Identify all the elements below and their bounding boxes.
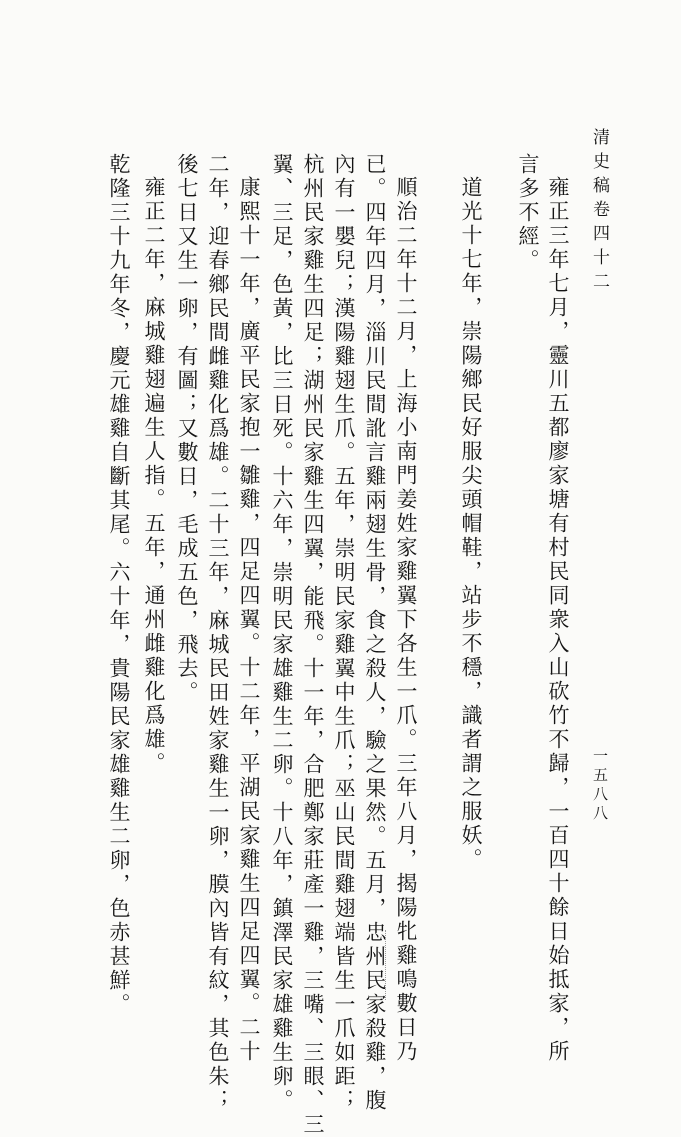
text-column-7: 杭州民家雞生四足；湖州民家雞生四翼，能飛。十一年，合肥鄭家莊產一雞，三嘴、三眼、三 xyxy=(301,153,325,1137)
text-column-6: 內有一嬰兒；漢陽雞翅生爪。五年，崇明民家雞翼中生爪；巫山民間雞翅端皆生一爪如距； xyxy=(332,153,356,1113)
text-column-3: 道光十七年，崇陽鄉民好服尖頭帽鞋，站步不穩，識者謂之服妖。 xyxy=(459,176,483,872)
text-column-8: 翼、三足，色黃，比三日死。十六年，崇明民家雄雞生二卵。十八年，鎮澤民家雄雞生卵。 xyxy=(270,153,294,1113)
text-column-1: 雍正三年七月，靈川五都廖家塘有村民同衆入山砍竹不歸，一百四十餘日始抵家，所 xyxy=(546,176,570,1064)
page-number: 一五八八 xyxy=(591,748,609,824)
page-fold-mark xyxy=(385,930,387,1000)
text-column-10: 二年，迎春鄉民間雌雞化爲雄。二十三年，麻城民田姓家雞生一卵，膜內皆有紋，其色朱； xyxy=(206,153,230,1113)
text-column-5: 已。四年四月，淄川民間訛言雞兩翅生骨，食之殺人，驗之果然。五月，忠州民家殺雞，腹 xyxy=(363,153,387,1113)
text-column-9: 康熙十一年，廣平民家抱一雛雞，四足四翼。十二年，平湖民家雞生四足四翼。二十 xyxy=(237,176,261,1064)
text-column-4: 順治二年十二月，上海小南門姜姓家雞翼下各生一爪。三年八月，揭陽牝雞鳴數日乃 xyxy=(394,176,418,1064)
text-column-11: 後七日又生一卵，有圖；又數日，毛成五色，飛去。 xyxy=(175,153,199,705)
text-column-12: 雍正二年，麻城雞翅遍生人指。五年，通州雌雞化爲雄。 xyxy=(142,176,166,776)
text-column-13: 乾隆三十九年冬，慶元雄雞自斷其尾。六十年，貴陽民家雄雞生二卵，色赤甚鮮。 xyxy=(107,153,131,1017)
text-column-2: 言多不經。 xyxy=(516,153,540,273)
running-header-title: 清史稿卷四十二 xyxy=(589,128,609,296)
